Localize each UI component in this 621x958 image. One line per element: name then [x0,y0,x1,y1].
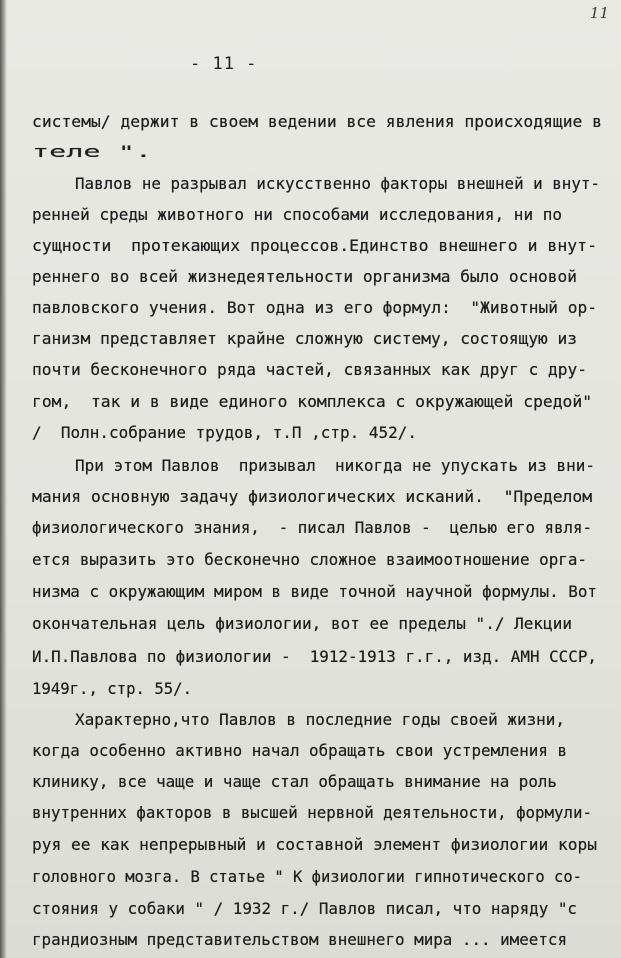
text-line: И.П.Павлова по физиологии - 1912-1913 г.г., изд. АМН СССР, [32,648,597,666]
text-line: внутренних факторов в высшей нервной деятельности, формули- [32,804,592,822]
text-line: гом, так и в виде единого комплекса с окружающей средой" [32,393,593,411]
text-line: системы/ держит в своем ведении все явления происходящие в [32,113,603,131]
text-line: грандиозным представительством внешнего мира ... имеется [32,931,568,949]
text-line: физиологического знания, - писал Павлов - целью его явля- [32,519,592,537]
text-line: сущности протекающих процессов.Единство внешнего и внут- [32,237,598,255]
text-line: Характерно,что Павлов в последние годы своей жизни, [75,711,566,729]
text-line: низма с окружающим миром в виде точной научной формулы. Вот [32,583,597,601]
text-line: При этом Павлов призывал никогда не упускать из вни- [75,457,595,475]
text-line: ется выразить это бесконечно сложное взаимоотношение орга- [32,551,587,569]
text-line: 1949г., стр. 55/. [32,680,192,698]
text-line: головного мозга. В статье " К физиологии гипнотического со- [32,868,582,886]
text-line: теле ". [32,143,153,161]
text-line: реннего во всей жизнедеятельности организма было основой [32,268,577,286]
text-line: Павлов не разрывал искусственно факторы внешней и внут- [75,175,600,193]
text-line: / Полн.собрание трудов, т.П ,стр. 452/. [32,424,417,442]
text-line: мания основную задачу физиологических исканий. "Пределом [32,488,593,506]
page-number: - 11 - [190,54,258,74]
handwritten-page-number: 11 [589,4,609,22]
text-line: стояния у собаки " / 1932 г./ Павлов писал, что наряду "с [32,900,577,918]
text-line: ренней среды животного ни способами исследования, ни по [32,206,562,224]
text-line: ганизм представляет крайне сложную систему, состоящую из [32,330,577,348]
text-line: клинику, все чаще и чаще стал обращать внимание на роль [32,773,557,791]
text-line: павловского учения. Вот одна из его формул: "Животный ор- [32,299,598,317]
text-line: когда особенно активно начал обращать свои устремления в [32,742,568,760]
text-line: окончательная цель физиологии, вот ее пределы "./ Лекции [32,615,572,633]
scan-edge-shadow [0,0,7,958]
text-line: руя ее как непрерывный и составной элемент физиологии коры [32,836,598,854]
text-line: почти бесконечного ряда частей, связанных как друг с дру- [32,361,587,379]
